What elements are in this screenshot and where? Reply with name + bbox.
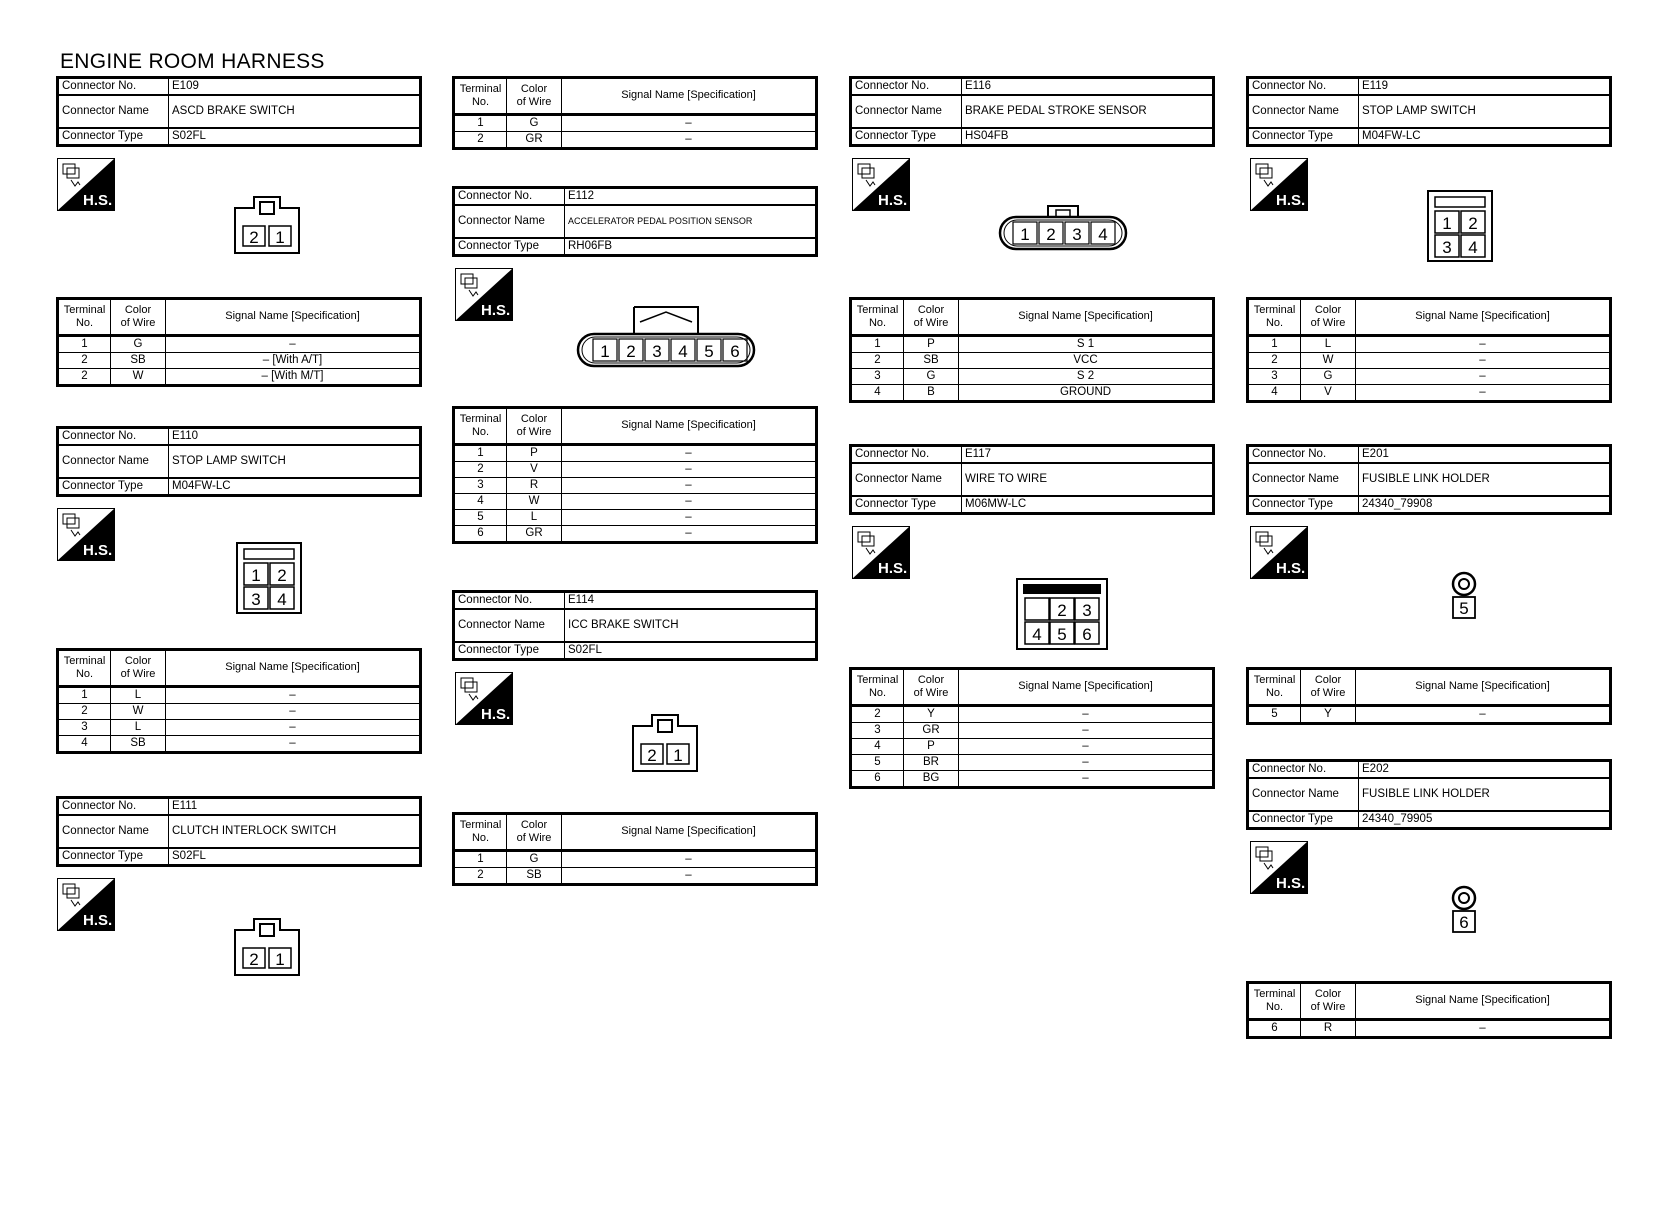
hs-label: H.S. [1276,875,1306,892]
hs-label: H.S. [83,192,113,209]
label: Connector Name [851,95,962,128]
label: Connector Type [58,848,169,866]
table-row: 4 P – [851,739,1214,755]
e201-connector-info [1246,444,1612,515]
e201-signal-table: Terminal No. Color of Wire Signal Name [Specification] 5 Y – [1246,667,1612,725]
page-title: ENGINE ROOM HARNESS [60,50,325,73]
connector-type: 24340_79905 [1359,811,1611,829]
pin-label: 6 [1082,625,1092,644]
e117-connector-face-diagram [1016,578,1108,650]
hs-harness-side-icon [455,672,513,725]
table-row: 5 BR – [851,755,1214,771]
hs-label: H.S. [83,542,113,559]
label: Connector No. [58,78,169,96]
connector-no: E119 [1359,78,1611,96]
table-row: 2 GR – [454,132,817,149]
pin-label: 1 [275,950,285,969]
label: Connector Name [851,463,962,496]
e119-connector-face-diagram [1427,190,1493,262]
connector-type: M06MW-LC [962,496,1214,514]
e109-signal-table [56,297,422,387]
pin-label: 3 [652,342,662,361]
connector-no: E111 [169,798,421,816]
hs-harness-side-icon [57,508,115,561]
pin-label: 4 [1032,625,1042,644]
table-row: 3 G – [1248,369,1611,385]
label: Connector No. [1248,761,1359,779]
e109-connector-face-diagram [234,196,300,254]
connector-name: BRAKE PEDAL STROKE SENSOR [962,95,1214,128]
connector-name: FUSIBLE LINK HOLDER [1359,463,1611,496]
pin-label: 2 [1468,214,1478,233]
pin-label: 3 [1072,225,1082,244]
connector-no: E114 [565,592,817,610]
e202-signal-table: Terminal No. Color of Wire Signal Name [Specification] 6 R – [1246,981,1612,1039]
label: Connector No. [454,188,565,206]
terminal-no-header: Terminal No. [58,299,111,336]
label: Connector Name [58,445,169,478]
e109-connector-info [56,76,422,147]
color-header: Color of Wire [111,299,166,336]
hs-label: H.S. [481,706,511,723]
table-row: 1 G – [58,336,421,353]
connector-type: HS04FB [962,128,1214,146]
label: Connector Name [1248,463,1359,496]
e112-connector-face-diagram [576,306,756,368]
e112-connector-info [452,186,818,257]
pin-label: 3 [1442,238,1452,257]
e110-connector-info [56,426,422,497]
pin-label: 5 [1057,625,1067,644]
e119-connector-info [1246,76,1612,147]
hs-harness-side-icon [1250,158,1308,211]
e202-connector-face-diagram [1448,884,1480,934]
label: Connector Name [58,95,169,128]
table-row: 3 L – [58,720,421,736]
connector-name: CLUTCH INTERLOCK SWITCH [169,815,421,848]
e112-signal-table: Terminal No. Color of Wire Signal Name [Specification] 1 P – 2 V – 3 R – 4 W – 5 L – 6 GR – [452,406,818,544]
e114-connector-info [452,590,818,661]
connector-name: STOP LAMP SWITCH [1359,95,1611,128]
hs-label: H.S. [481,302,511,319]
pin-label: 2 [1046,225,1056,244]
table-row: 4 B GROUND [851,385,1214,402]
e114-signal-table: Terminal No. Color of Wire Signal Name [Specification] 1 G – 2 SB – [452,812,818,886]
pin-label: 1 [275,228,285,247]
pin-label: 5 [704,342,714,361]
label: Connector No. [851,446,962,464]
e117-connector-info [849,444,1215,515]
pin-label: 2 [626,342,636,361]
connector-name: WIRE TO WIRE [962,463,1214,496]
label: Connector Type [454,642,565,660]
label: Connector Type [851,496,962,514]
hs-harness-side-icon [57,158,115,211]
e116-signal-table: Terminal No. Color of Wire Signal Name [Specification] 1 P S 1 2 SB VCC 3 G S 2 4 B GROUND [849,297,1215,403]
label: Connector No. [58,798,169,816]
table-row: 3 R – [454,478,817,494]
e119-signal-table: Terminal No. Color of Wire Signal Name [Specification] 1 L – 2 W – 3 G – 4 V – [1246,297,1612,403]
connector-name: STOP LAMP SWITCH [169,445,421,478]
pin-label: 6 [1459,913,1469,932]
pin-label: 4 [1468,238,1478,257]
e110-signal-table: Terminal No. Color of Wire Signal Name [Specification] 1 L – 2 W – 3 L – 4 SB – [56,648,422,754]
pin-label: 4 [277,590,287,609]
hs-harness-side-icon [455,268,513,321]
connector-name: ACCELERATOR PEDAL POSITION SENSOR [565,205,817,238]
label: Connector No. [454,592,565,610]
table-row: 6 GR – [454,526,817,543]
pin-label: 4 [678,342,688,361]
e116-connector-face-diagram [998,202,1128,252]
table-row: 2 V – [454,462,817,478]
table-row: 4 W – [454,494,817,510]
label: Connector Type [58,128,169,146]
e111-connector-info [56,796,422,867]
connector-type: RH06FB [565,238,817,256]
table-row: 1 L – [58,687,421,704]
hs-harness-side-icon [1250,526,1308,579]
pin-label: 3 [251,590,261,609]
label: Connector No. [851,78,962,96]
e202-connector-info [1246,759,1612,830]
table-row: 1 G – [454,115,817,132]
connector-name: ICC BRAKE SWITCH [565,609,817,642]
table-row: 5 L – [454,510,817,526]
connector-type: 24340_79908 [1359,496,1611,514]
e111-connector-face-diagram [234,918,300,976]
table-row: 1 P S 1 [851,336,1214,353]
e114-connector-face-diagram [632,714,698,772]
pin-label: 6 [730,342,740,361]
connector-no: E116 [962,78,1214,96]
table-row: 2 Y – [851,706,1214,723]
pin-label: 1 [1442,214,1452,233]
table-row: 4 V – [1248,385,1611,402]
connector-type: S02FL [565,642,817,660]
connector-type: M04FW-LC [169,478,421,496]
table-row: 2 W – [58,704,421,720]
pin-label: 3 [1082,601,1092,620]
connector-type: M04FW-LC [1359,128,1611,146]
table-row: 6 R – [1248,1020,1611,1038]
hs-harness-side-icon [57,878,115,931]
pin-label: 5 [1459,599,1469,618]
hs-harness-side-icon [852,526,910,579]
signal-header: Signal Name [Specification] [166,299,421,336]
label: Connector Type [58,478,169,496]
pin-label: 2 [249,950,259,969]
table-row: 5 Y – [1248,706,1611,724]
e116-connector-info [849,76,1215,147]
table-row: 1 P – [454,445,817,462]
table-row: 1 G – [454,851,817,868]
connector-name: ASCD BRAKE SWITCH [169,95,421,128]
label: Connector Name [1248,95,1359,128]
table-row: 6 BG – [851,771,1214,788]
hs-label: H.S. [878,560,908,577]
label: Connector Type [1248,811,1359,829]
pin-label: 1 [251,566,261,585]
hs-label: H.S. [878,192,908,209]
table-row: 3 GR – [851,723,1214,739]
table-row: 2 SB – [With A/T] [58,353,421,369]
table-row: 2 SB – [454,868,817,885]
connector-type: S02FL [169,848,421,866]
label: Connector No. [1248,78,1359,96]
label: Connector No. [1248,446,1359,464]
label: Connector Type [454,238,565,256]
hs-label: H.S. [1276,560,1306,577]
table-row: 2 W – [1248,353,1611,369]
table-row: 4 SB – [58,736,421,753]
e117-signal-table: Terminal No. Color of Wire Signal Name [Specification] 2 Y – 3 GR – 4 P – 5 BR – 6 BG – [849,667,1215,789]
hs-harness-side-icon [852,158,910,211]
e201-connector-face-diagram [1448,570,1480,620]
label: Connector Name [454,609,565,642]
pin-label: 2 [1057,601,1067,620]
table-row: 3 G S 2 [851,369,1214,385]
pin-label: 1 [1020,225,1030,244]
table-row: 1 L – [1248,336,1611,353]
pin-label: 2 [277,566,287,585]
table-row: 2 SB VCC [851,353,1214,369]
connector-no: E110 [169,428,421,446]
connector-no: E112 [565,188,817,206]
label: Connector Type [851,128,962,146]
connector-no: E117 [962,446,1214,464]
connector-type: S02FL [169,128,421,146]
e110-connector-face-diagram [236,542,302,614]
table-row: 2 W – [With M/T] [58,369,421,386]
hs-label: H.S. [83,912,113,929]
label: Connector Name [58,815,169,848]
hs-harness-side-icon [1250,841,1308,894]
connector-no: E201 [1359,446,1611,464]
pin-label: 4 [1098,225,1108,244]
label: Connector Name [454,205,565,238]
pin-label: 2 [249,228,259,247]
hs-label: H.S. [1276,192,1306,209]
label: Connector Type [1248,128,1359,146]
label: Connector No. [58,428,169,446]
pin-label: 1 [673,746,683,765]
pin-label: 1 [600,342,610,361]
connector-no: E109 [169,78,421,96]
connector-no: E202 [1359,761,1611,779]
e111-signal-table: Terminal No. Color of Wire Signal Name [Specification] 1 G – 2 GR – [452,76,818,150]
label: Connector Type [1248,496,1359,514]
pin-label: 2 [647,746,657,765]
label: Connector Name [1248,778,1359,811]
connector-name: FUSIBLE LINK HOLDER [1359,778,1611,811]
